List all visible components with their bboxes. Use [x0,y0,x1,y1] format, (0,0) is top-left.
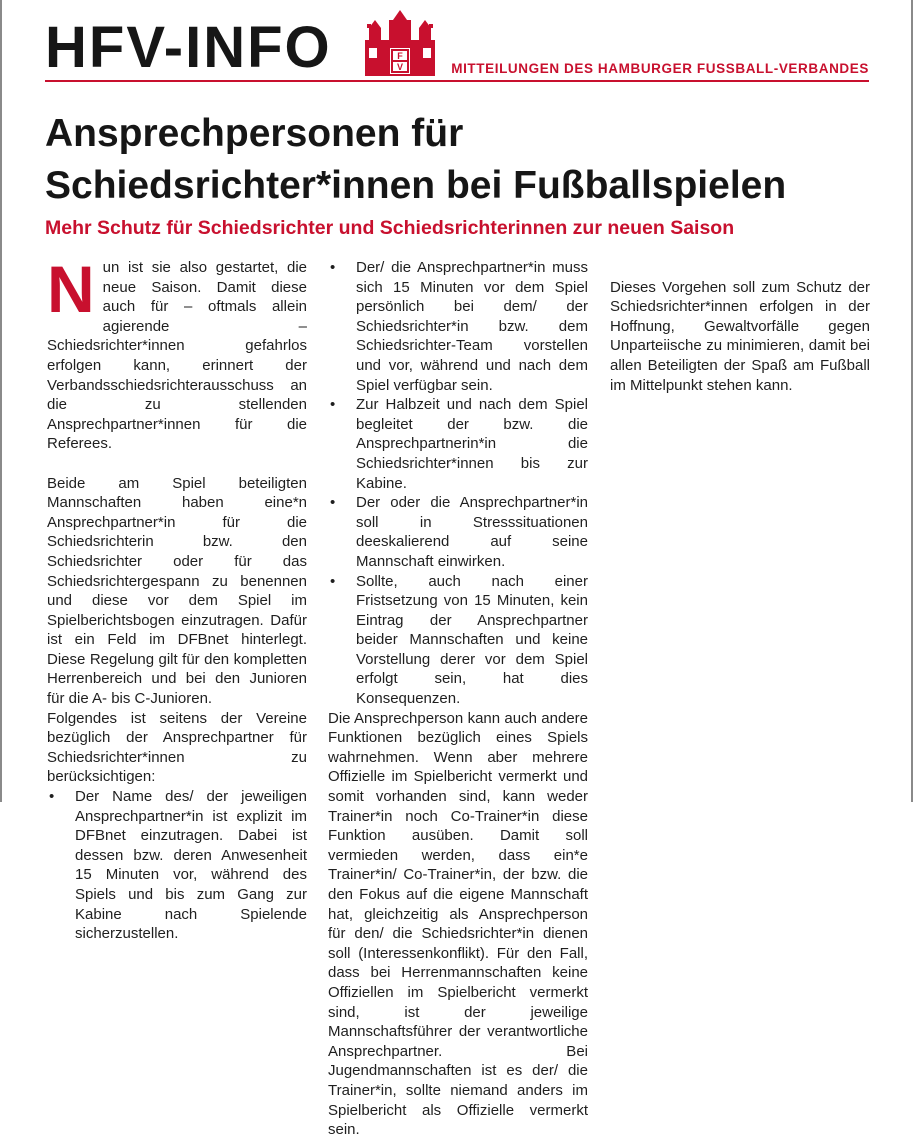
list-item-text: Der/ die Ansprechpartner*in muss sich 15 Minuten vor dem Spiel persönlich bei dem/ der Schiedsrichter*in bzw. dem Schiedsrichter-Team vorstellen und vor, während und nach dem Spiel verfügbar sein. [356,259,588,394]
text-column-1 [47,252,307,944]
list-item-text: Der oder die Ansprechpartner*in soll in Stresssituationen deeskalierend auf seine Mannschaft einwirken. [356,494,588,570]
article-title-line-1: Ansprechpersonen für [45,112,464,155]
article-title [45,108,786,212]
requirements-list-continued [328,258,588,709]
list-item [328,493,588,571]
list-item [328,572,588,709]
list-item-text: Sollte, auch nach einer Fristsetzung von 15 Minuten, kein Eintrag der Ansprechpartner beider Mannschaften und keine Vorstellung derer vor dem Spiel erfolgt sein, hat dies Konsequenzen. [356,572,588,708]
list-item [47,787,307,944]
crest-letter-f: F [397,51,403,61]
hamburg-crest-icon [365,10,435,76]
list-item [328,395,588,493]
intro-text: un ist sie also gestartet, die neue Saison. Damit diese auch für – oftmals allein agierende – Schiedsrichter*innen gefahrlos erfolgen kann, erinnert der Verbandsschiedsrichterausschuss an die zu stellenden Ansprechpartner*innen für die Referees. [47,259,307,453]
list-item-text: Zur Halbzeit und nach dem Spiel begleitet der bzw. die Ansprechpartnerin*in die Schiedsrichter*innen bis zur Kabine. [356,396,588,492]
page-edge-left [0,0,2,802]
masthead-tagline: MITTEILUNGEN DES HAMBURGER FUSSBALL-VERBANDES [451,61,869,76]
intro-paragraph [47,252,307,454]
hfv-info-logo: HFV-INFO [45,15,332,80]
paragraph-contacts: Beide am Spiel beteiligten Mannschaften haben eine*n Ansprechpartner*in für die Schiedsrichterin bzw. den Schiedsrichter oder für das Schiedsrichtergespann zu benennen und diese vor dem Spiel im Spielberichtsbogen einzutragen. Dafür ist ein Feld im DFBnet hinterlegt. Diese Regelung gilt für den kompletten Herrenbereich und bei den Junioren für die A- bis C-Junioren. [47,474,307,708]
requirements-list [47,787,307,944]
list-item-text: Der Name des/ der jeweiligen Ansprechpartner*in ist explizit im DFBnet einzutragen. Dabei ist dessen bzw. deren Anwesenheit 15 Minuten vor, während des Spiels und bis zum Gang zur Kabine nach Spielende sicherzustellen. [75,788,307,943]
drop-cap: N [47,252,95,326]
article-subtitle: Mehr Schutz für Schiedsrichter und Schiedsrichterinnen zur neuen Saison [45,217,735,239]
paragraph-closing: Dieses Vorgehen soll zum Schutz der Schiedsrichter*innen erfolgen in der Hoffnung, Gewaltvorfälle gegen Unparteiische zu minimieren, damit bei allen Beteiligten der Spaß am Fußball im Mittelpunkt stehen kann. [610,278,870,394]
crest-letter-v: V [396,62,404,72]
text-column-2 [328,258,588,1140]
article-title-line-2: Schiedsrichter*innen bei Fußballspielen [45,164,787,207]
header-rule [45,80,869,82]
paragraph-functions: Die Ansprechperson kann auch andere Funktionen bezüglich eines Spiels wahrnehmen. Wenn aber mehrere Offizielle im Spielbericht vermerkt und somit vorhanden sind, kann weder Trainer*in noch Co-Trainer*in diese Funktion ausüben. Damit soll vermieden werden, dass ein*e Trainer*in/ Co-Trainer*in, der bzw. die den Fokus auf die eigene Mannschaft hat, gleichzeitig als Ansprechperson für den/ die Schiedsrichter*in dienen soll (Interessenkonflikt). Für den Fall, dass bei Herrenmannschaften keine Offiziellen im Spielbericht vermerkt sind, ist der jeweilige Mannschaftsführer der verantwortliche Ansprechpartner. Bei Jugendmannschaften ist es der/ die Trainer*in, sollte niemand anders im Spielbericht als Offizielle vermerkt sein. [328,709,588,1139]
paragraph-requirements: Folgendes ist seitens der Vereine bezüglich der Ansprechpartner für Schiedsrichter*innen zu berücksichtigen: [47,709,307,786]
list-item [328,258,588,395]
text-column-3 [610,258,870,395]
